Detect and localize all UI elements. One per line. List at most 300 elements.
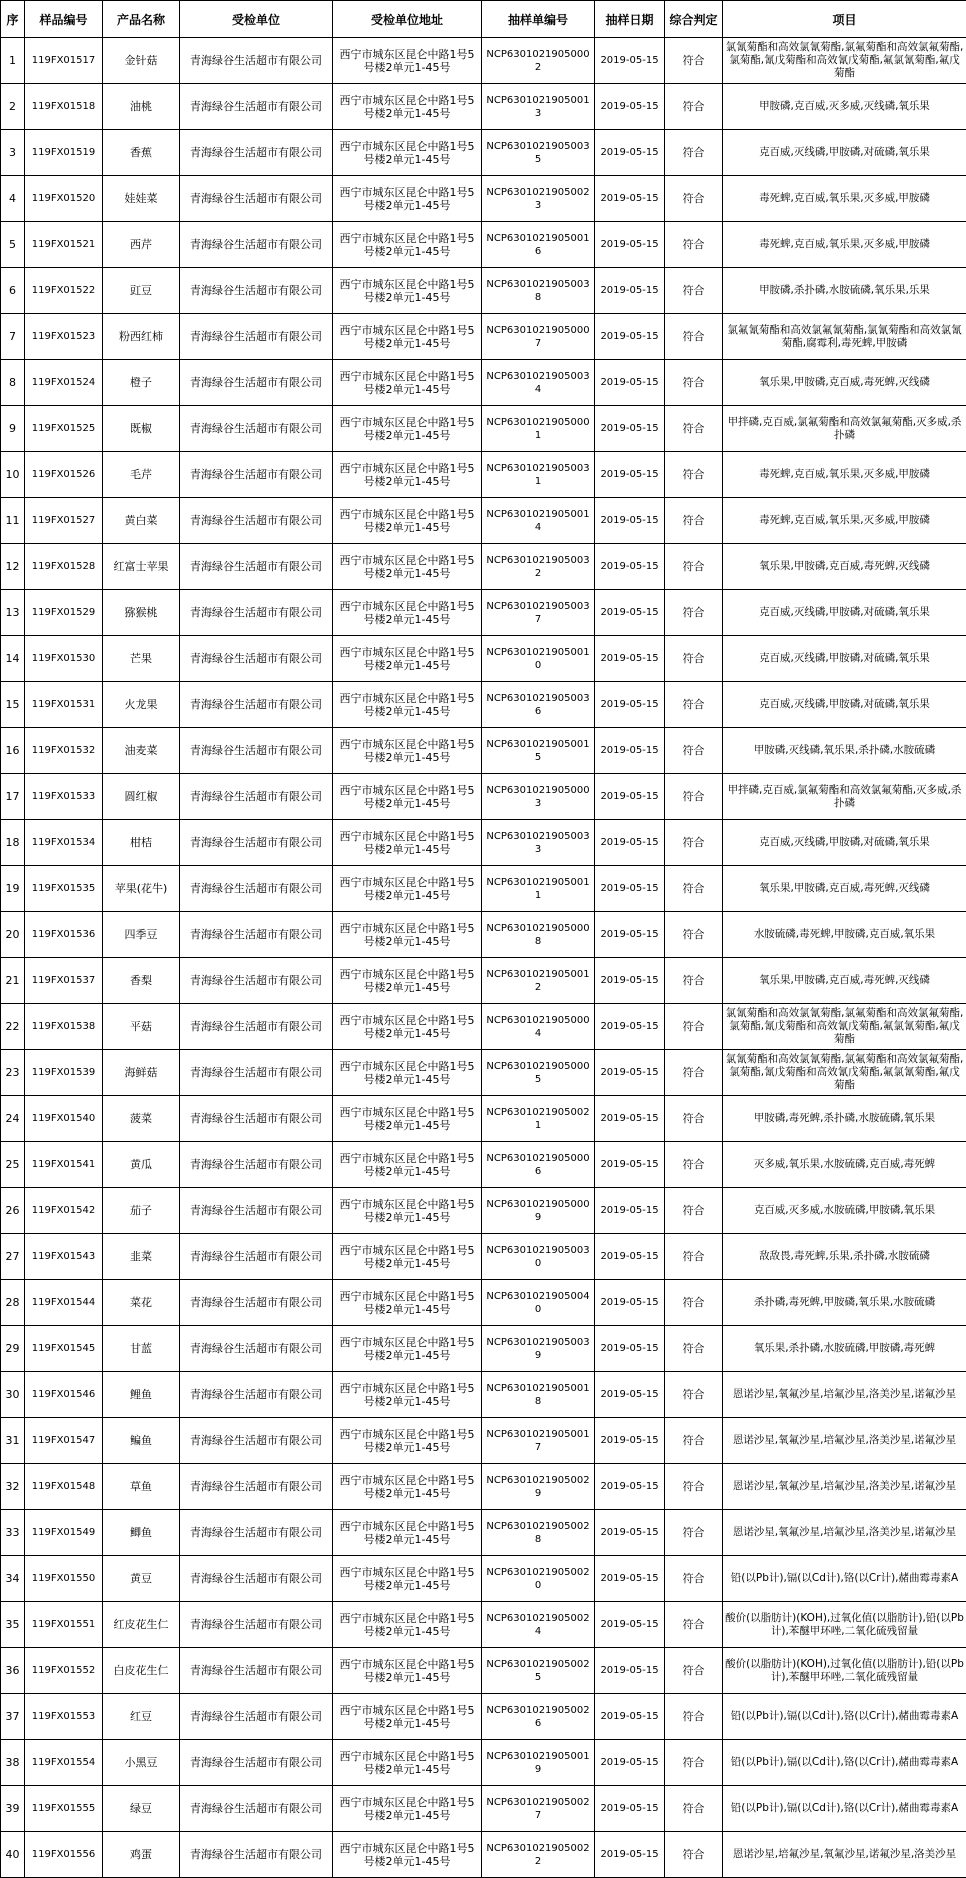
cell-items: 酸价(以脂肪计)(KOH),过氧化值(以脂肪计),铅(以Pb计),苯醚甲环唑,二氧化硫残留量 bbox=[723, 1648, 966, 1694]
cell-verdict: 符合 bbox=[665, 1648, 723, 1694]
header-no: 序 bbox=[1, 1, 25, 38]
cell-address: 西宁市城东区昆仑中路1号5号楼2单元1-45号 bbox=[333, 84, 482, 130]
cell-verdict: 符合 bbox=[665, 820, 723, 866]
cell-sampling-id: NCP63010219050017 bbox=[482, 1418, 595, 1464]
cell-date: 2019-05-15 bbox=[595, 1188, 665, 1234]
cell-verdict: 符合 bbox=[665, 498, 723, 544]
table-row bbox=[1, 1740, 966, 1786]
cell-sample-id: 119FX01525 bbox=[25, 406, 103, 452]
cell-sampling-id: NCP63010219050024 bbox=[482, 1602, 595, 1648]
cell-sampling-id: NCP63010219050003 bbox=[482, 774, 595, 820]
cell-sample-id: 119FX01537 bbox=[25, 958, 103, 1004]
cell-items: 氯氰菊酯和高效氯氰菊酯,氯氟菊酯和高效氯氟菊酯,氯菊酯,氰戊菊酯和高效氰戊菊酯,氟氯氰菊酯,氟戊菊酯 bbox=[723, 1050, 966, 1096]
cell-unit: 青海绿谷生活超市有限公司 bbox=[180, 176, 333, 222]
cell-sampling-id: NCP63010219050036 bbox=[482, 682, 595, 728]
cell-items: 铅(以Pb计),镉(以Cd计),铬(以Cr计),赭曲霉毒素A bbox=[723, 1740, 966, 1786]
cell-unit: 青海绿谷生活超市有限公司 bbox=[180, 1694, 333, 1740]
cell-date: 2019-05-15 bbox=[595, 820, 665, 866]
cell-address: 西宁市城东区昆仑中路1号5号楼2单元1-45号 bbox=[333, 498, 482, 544]
cell-address: 西宁市城东区昆仑中路1号5号楼2单元1-45号 bbox=[333, 1602, 482, 1648]
cell-no: 34 bbox=[1, 1556, 25, 1602]
cell-address: 西宁市城东区昆仑中路1号5号楼2单元1-45号 bbox=[333, 360, 482, 406]
cell-date: 2019-05-15 bbox=[595, 84, 665, 130]
cell-items: 恩诺沙星,氧氟沙星,培氟沙星,洛美沙星,诺氟沙星 bbox=[723, 1418, 966, 1464]
cell-address: 西宁市城东区昆仑中路1号5号楼2单元1-45号 bbox=[333, 406, 482, 452]
cell-items: 克百威,灭线磷,甲胺磷,对硫磷,氧乐果 bbox=[723, 590, 966, 636]
cell-items: 氧乐果,甲胺磷,克百威,毒死蜱,灭线磷 bbox=[723, 544, 966, 590]
cell-date: 2019-05-15 bbox=[595, 1234, 665, 1280]
cell-sample-id: 119FX01539 bbox=[25, 1050, 103, 1096]
cell-no: 3 bbox=[1, 130, 25, 176]
cell-items: 甲胺磷,杀扑磷,水胺硫磷,氧乐果,乐果 bbox=[723, 268, 966, 314]
cell-unit: 青海绿谷生活超市有限公司 bbox=[180, 1602, 333, 1648]
header-verdict: 综合判定 bbox=[665, 1, 723, 38]
cell-unit: 青海绿谷生活超市有限公司 bbox=[180, 452, 333, 498]
table-row bbox=[1, 544, 966, 590]
cell-verdict: 符合 bbox=[665, 1050, 723, 1096]
cell-sampling-id: NCP63010219050020 bbox=[482, 1556, 595, 1602]
cell-unit: 青海绿谷生活超市有限公司 bbox=[180, 1832, 333, 1878]
cell-sample-id: 119FX01535 bbox=[25, 866, 103, 912]
cell-date: 2019-05-15 bbox=[595, 1832, 665, 1878]
table-row bbox=[1, 1004, 966, 1050]
cell-verdict: 符合 bbox=[665, 84, 723, 130]
cell-product: 豇豆 bbox=[103, 268, 180, 314]
cell-verdict: 符合 bbox=[665, 1188, 723, 1234]
cell-date: 2019-05-15 bbox=[595, 406, 665, 452]
cell-unit: 青海绿谷生活超市有限公司 bbox=[180, 406, 333, 452]
table-row bbox=[1, 1602, 966, 1648]
cell-address: 西宁市城东区昆仑中路1号5号楼2单元1-45号 bbox=[333, 1050, 482, 1096]
cell-items: 克百威,灭线磷,甲胺磷,对硫磷,氧乐果 bbox=[723, 636, 966, 682]
cell-sampling-id: NCP63010219050015 bbox=[482, 728, 595, 774]
cell-sample-id: 119FX01533 bbox=[25, 774, 103, 820]
cell-unit: 青海绿谷生活超市有限公司 bbox=[180, 1142, 333, 1188]
cell-verdict: 符合 bbox=[665, 38, 723, 84]
cell-sampling-id: NCP63010219050012 bbox=[482, 958, 595, 1004]
cell-verdict: 符合 bbox=[665, 1740, 723, 1786]
cell-sample-id: 119FX01543 bbox=[25, 1234, 103, 1280]
cell-address: 西宁市城东区昆仑中路1号5号楼2单元1-45号 bbox=[333, 1188, 482, 1234]
cell-product: 粉西红柿 bbox=[103, 314, 180, 360]
table-row bbox=[1, 268, 966, 314]
cell-sampling-id: NCP63010219050038 bbox=[482, 268, 595, 314]
cell-date: 2019-05-15 bbox=[595, 1326, 665, 1372]
cell-no: 2 bbox=[1, 84, 25, 130]
cell-sample-id: 119FX01546 bbox=[25, 1372, 103, 1418]
cell-address: 西宁市城东区昆仑中路1号5号楼2单元1-45号 bbox=[333, 1832, 482, 1878]
cell-product: 苹果(花牛) bbox=[103, 866, 180, 912]
cell-items: 氧乐果,甲胺磷,克百威,毒死蜱,灭线磷 bbox=[723, 866, 966, 912]
table-row bbox=[1, 1142, 966, 1188]
cell-sample-id: 119FX01530 bbox=[25, 636, 103, 682]
cell-no: 38 bbox=[1, 1740, 25, 1786]
cell-sample-id: 119FX01540 bbox=[25, 1096, 103, 1142]
table-row bbox=[1, 1326, 966, 1372]
table-body bbox=[1, 38, 966, 1878]
cell-verdict: 符合 bbox=[665, 176, 723, 222]
cell-sampling-id: NCP63010219050021 bbox=[482, 1096, 595, 1142]
cell-address: 西宁市城东区昆仑中路1号5号楼2单元1-45号 bbox=[333, 268, 482, 314]
cell-date: 2019-05-15 bbox=[595, 544, 665, 590]
cell-product: 韭菜 bbox=[103, 1234, 180, 1280]
cell-unit: 青海绿谷生活超市有限公司 bbox=[180, 1556, 333, 1602]
cell-product: 橙子 bbox=[103, 360, 180, 406]
cell-product: 黄豆 bbox=[103, 1556, 180, 1602]
cell-no: 24 bbox=[1, 1096, 25, 1142]
cell-unit: 青海绿谷生活超市有限公司 bbox=[180, 38, 333, 84]
cell-items: 氧乐果,甲胺磷,克百威,毒死蜱,灭线磷 bbox=[723, 958, 966, 1004]
cell-no: 40 bbox=[1, 1832, 25, 1878]
cell-sample-id: 119FX01531 bbox=[25, 682, 103, 728]
cell-address: 西宁市城东区昆仑中路1号5号楼2单元1-45号 bbox=[333, 774, 482, 820]
table-row bbox=[1, 1464, 966, 1510]
cell-items: 铅(以Pb计),镉(以Cd计),铬(以Cr计),赭曲霉毒素A bbox=[723, 1786, 966, 1832]
cell-product: 鲤鱼 bbox=[103, 1372, 180, 1418]
cell-verdict: 符合 bbox=[665, 1280, 723, 1326]
cell-address: 西宁市城东区昆仑中路1号5号楼2单元1-45号 bbox=[333, 544, 482, 590]
cell-verdict: 符合 bbox=[665, 1372, 723, 1418]
cell-items: 铅(以Pb计),镉(以Cd计),铬(以Cr计),赭曲霉毒素A bbox=[723, 1694, 966, 1740]
table-row bbox=[1, 820, 966, 866]
cell-verdict: 符合 bbox=[665, 774, 723, 820]
cell-product: 鸡蛋 bbox=[103, 1832, 180, 1878]
cell-sample-id: 119FX01532 bbox=[25, 728, 103, 774]
cell-address: 西宁市城东区昆仑中路1号5号楼2单元1-45号 bbox=[333, 728, 482, 774]
cell-product: 西芹 bbox=[103, 222, 180, 268]
cell-product: 甘蓝 bbox=[103, 1326, 180, 1372]
cell-no: 19 bbox=[1, 866, 25, 912]
cell-product: 黄瓜 bbox=[103, 1142, 180, 1188]
cell-items: 水胺硫磷,毒死蜱,甲胺磷,克百威,氧乐果 bbox=[723, 912, 966, 958]
cell-verdict: 符合 bbox=[665, 406, 723, 452]
header-row bbox=[1, 1, 966, 38]
header-address: 受检单位地址 bbox=[333, 1, 482, 38]
cell-sample-id: 119FX01523 bbox=[25, 314, 103, 360]
cell-unit: 青海绿谷生活超市有限公司 bbox=[180, 1372, 333, 1418]
cell-product: 白皮花生仁 bbox=[103, 1648, 180, 1694]
cell-address: 西宁市城东区昆仑中路1号5号楼2单元1-45号 bbox=[333, 1510, 482, 1556]
cell-items: 杀扑磷,毒死蜱,甲胺磷,氧乐果,水胺硫磷 bbox=[723, 1280, 966, 1326]
cell-sampling-id: NCP63010219050034 bbox=[482, 360, 595, 406]
cell-date: 2019-05-15 bbox=[595, 498, 665, 544]
table-row bbox=[1, 360, 966, 406]
table-row bbox=[1, 1188, 966, 1234]
cell-no: 4 bbox=[1, 176, 25, 222]
cell-product: 柑桔 bbox=[103, 820, 180, 866]
cell-date: 2019-05-15 bbox=[595, 1096, 665, 1142]
cell-verdict: 符合 bbox=[665, 1556, 723, 1602]
cell-no: 11 bbox=[1, 498, 25, 544]
cell-verdict: 符合 bbox=[665, 1694, 723, 1740]
cell-unit: 青海绿谷生活超市有限公司 bbox=[180, 1188, 333, 1234]
cell-date: 2019-05-15 bbox=[595, 130, 665, 176]
cell-sample-id: 119FX01528 bbox=[25, 544, 103, 590]
cell-unit: 青海绿谷生活超市有限公司 bbox=[180, 544, 333, 590]
cell-unit: 青海绿谷生活超市有限公司 bbox=[180, 268, 333, 314]
cell-unit: 青海绿谷生活超市有限公司 bbox=[180, 1418, 333, 1464]
cell-verdict: 符合 bbox=[665, 866, 723, 912]
cell-address: 西宁市城东区昆仑中路1号5号楼2单元1-45号 bbox=[333, 1096, 482, 1142]
cell-no: 33 bbox=[1, 1510, 25, 1556]
cell-sampling-id: NCP63010219050022 bbox=[482, 1832, 595, 1878]
cell-date: 2019-05-15 bbox=[595, 682, 665, 728]
cell-product: 菠菜 bbox=[103, 1096, 180, 1142]
cell-product: 黄白菜 bbox=[103, 498, 180, 544]
cell-sample-id: 119FX01545 bbox=[25, 1326, 103, 1372]
table-row bbox=[1, 314, 966, 360]
table-row bbox=[1, 636, 966, 682]
cell-items: 酸价(以脂肪计)(KOH),过氧化值(以脂肪计),铅(以Pb计),苯醚甲环唑,二氧化硫残留量 bbox=[723, 1602, 966, 1648]
cell-verdict: 符合 bbox=[665, 1234, 723, 1280]
cell-items: 氧乐果,杀扑磷,水胺硫磷,甲胺磷,毒死蜱 bbox=[723, 1326, 966, 1372]
cell-items: 克百威,灭线磷,甲胺磷,对硫磷,氧乐果 bbox=[723, 682, 966, 728]
table-row bbox=[1, 84, 966, 130]
cell-unit: 青海绿谷生活超市有限公司 bbox=[180, 1510, 333, 1556]
cell-unit: 青海绿谷生活超市有限公司 bbox=[180, 1234, 333, 1280]
cell-verdict: 符合 bbox=[665, 682, 723, 728]
cell-date: 2019-05-15 bbox=[595, 1464, 665, 1510]
cell-items: 敌敌畏,毒死蜱,乐果,杀扑磷,水胺硫磷 bbox=[723, 1234, 966, 1280]
cell-no: 14 bbox=[1, 636, 25, 682]
cell-verdict: 符合 bbox=[665, 222, 723, 268]
cell-verdict: 符合 bbox=[665, 636, 723, 682]
table-row bbox=[1, 1832, 966, 1878]
cell-date: 2019-05-15 bbox=[595, 636, 665, 682]
cell-sample-id: 119FX01544 bbox=[25, 1280, 103, 1326]
cell-date: 2019-05-15 bbox=[595, 1280, 665, 1326]
cell-product: 红皮花生仁 bbox=[103, 1602, 180, 1648]
cell-sample-id: 119FX01518 bbox=[25, 84, 103, 130]
cell-sample-id: 119FX01552 bbox=[25, 1648, 103, 1694]
cell-items: 恩诺沙星,培氟沙星,氧氟沙星,诺氟沙星,洛美沙星 bbox=[723, 1832, 966, 1878]
cell-sample-id: 119FX01547 bbox=[25, 1418, 103, 1464]
cell-no: 37 bbox=[1, 1694, 25, 1740]
cell-address: 西宁市城东区昆仑中路1号5号楼2单元1-45号 bbox=[333, 314, 482, 360]
cell-sampling-id: NCP63010219050040 bbox=[482, 1280, 595, 1326]
cell-product: 草鱼 bbox=[103, 1464, 180, 1510]
cell-items: 恩诺沙星,氧氟沙星,培氟沙星,洛美沙星,诺氟沙星 bbox=[723, 1464, 966, 1510]
cell-verdict: 符合 bbox=[665, 1142, 723, 1188]
cell-no: 6 bbox=[1, 268, 25, 314]
table-row bbox=[1, 1648, 966, 1694]
header-items: 项目 bbox=[723, 1, 966, 38]
table-row bbox=[1, 1556, 966, 1602]
table-row bbox=[1, 1234, 966, 1280]
cell-items: 氧乐果,甲胺磷,克百威,毒死蜱,灭线磷 bbox=[723, 360, 966, 406]
cell-address: 西宁市城东区昆仑中路1号5号楼2单元1-45号 bbox=[333, 1326, 482, 1372]
cell-product: 香梨 bbox=[103, 958, 180, 1004]
cell-sampling-id: NCP63010219050025 bbox=[482, 1648, 595, 1694]
cell-date: 2019-05-15 bbox=[595, 1004, 665, 1050]
cell-product: 菜花 bbox=[103, 1280, 180, 1326]
cell-no: 25 bbox=[1, 1142, 25, 1188]
table-row bbox=[1, 38, 966, 84]
cell-unit: 青海绿谷生活超市有限公司 bbox=[180, 1096, 333, 1142]
cell-date: 2019-05-15 bbox=[595, 1418, 665, 1464]
cell-sampling-id: NCP63010219050016 bbox=[482, 222, 595, 268]
table-row bbox=[1, 866, 966, 912]
cell-unit: 青海绿谷生活超市有限公司 bbox=[180, 636, 333, 682]
cell-verdict: 符合 bbox=[665, 268, 723, 314]
cell-sample-id: 119FX01538 bbox=[25, 1004, 103, 1050]
cell-date: 2019-05-15 bbox=[595, 866, 665, 912]
cell-address: 西宁市城东区昆仑中路1号5号楼2单元1-45号 bbox=[333, 1372, 482, 1418]
cell-product: 既椒 bbox=[103, 406, 180, 452]
cell-items: 毒死蜱,克百威,氧乐果,灭多威,甲胺磷 bbox=[723, 176, 966, 222]
cell-unit: 青海绿谷生活超市有限公司 bbox=[180, 222, 333, 268]
cell-verdict: 符合 bbox=[665, 1832, 723, 1878]
table-row bbox=[1, 452, 966, 498]
cell-sampling-id: NCP63010219050031 bbox=[482, 452, 595, 498]
cell-verdict: 符合 bbox=[665, 1464, 723, 1510]
cell-address: 西宁市城东区昆仑中路1号5号楼2单元1-45号 bbox=[333, 1004, 482, 1050]
cell-unit: 青海绿谷生活超市有限公司 bbox=[180, 360, 333, 406]
cell-date: 2019-05-15 bbox=[595, 1372, 665, 1418]
cell-sampling-id: NCP63010219050008 bbox=[482, 912, 595, 958]
cell-sample-id: 119FX01555 bbox=[25, 1786, 103, 1832]
header-product: 产品名称 bbox=[103, 1, 180, 38]
cell-items: 氯氟氰菊酯和高效氯氟氰菊酯,氯氰菊酯和高效氯氰菊酯,腐霉利,毒死蜱,甲胺磷 bbox=[723, 314, 966, 360]
cell-address: 西宁市城东区昆仑中路1号5号楼2单元1-45号 bbox=[333, 1694, 482, 1740]
cell-product: 红富士苹果 bbox=[103, 544, 180, 590]
cell-verdict: 符合 bbox=[665, 1418, 723, 1464]
cell-no: 30 bbox=[1, 1372, 25, 1418]
cell-verdict: 符合 bbox=[665, 544, 723, 590]
cell-address: 西宁市城东区昆仑中路1号5号楼2单元1-45号 bbox=[333, 1234, 482, 1280]
table-row bbox=[1, 1418, 966, 1464]
cell-sampling-id: NCP63010219050005 bbox=[482, 1050, 595, 1096]
table-row bbox=[1, 222, 966, 268]
cell-product: 娃娃菜 bbox=[103, 176, 180, 222]
cell-sample-id: 119FX01527 bbox=[25, 498, 103, 544]
cell-no: 17 bbox=[1, 774, 25, 820]
cell-unit: 青海绿谷生活超市有限公司 bbox=[180, 590, 333, 636]
cell-items: 灭多威,氧乐果,水胺硫磷,克百威,毒死蜱 bbox=[723, 1142, 966, 1188]
cell-unit: 青海绿谷生活超市有限公司 bbox=[180, 1648, 333, 1694]
cell-date: 2019-05-15 bbox=[595, 774, 665, 820]
cell-unit: 青海绿谷生活超市有限公司 bbox=[180, 1050, 333, 1096]
cell-address: 西宁市城东区昆仑中路1号5号楼2单元1-45号 bbox=[333, 176, 482, 222]
cell-sampling-id: NCP63010219050009 bbox=[482, 1188, 595, 1234]
cell-date: 2019-05-15 bbox=[595, 38, 665, 84]
table-row bbox=[1, 774, 966, 820]
cell-verdict: 符合 bbox=[665, 590, 723, 636]
cell-sample-id: 119FX01548 bbox=[25, 1464, 103, 1510]
cell-address: 西宁市城东区昆仑中路1号5号楼2单元1-45号 bbox=[333, 1648, 482, 1694]
cell-sample-id: 119FX01526 bbox=[25, 452, 103, 498]
cell-items: 氯氰菊酯和高效氯氰菊酯,氯氟菊酯和高效氯氟菊酯,氯菊酯,氰戊菊酯和高效氰戊菊酯,氟氯氰菊酯,氟戊菊酯 bbox=[723, 38, 966, 84]
table-row bbox=[1, 406, 966, 452]
cell-verdict: 符合 bbox=[665, 1096, 723, 1142]
cell-unit: 青海绿谷生活超市有限公司 bbox=[180, 84, 333, 130]
table-row bbox=[1, 498, 966, 544]
cell-unit: 青海绿谷生活超市有限公司 bbox=[180, 1786, 333, 1832]
cell-product: 红豆 bbox=[103, 1694, 180, 1740]
cell-product: 油桃 bbox=[103, 84, 180, 130]
table-row bbox=[1, 1096, 966, 1142]
cell-no: 16 bbox=[1, 728, 25, 774]
cell-unit: 青海绿谷生活超市有限公司 bbox=[180, 912, 333, 958]
cell-verdict: 符合 bbox=[665, 130, 723, 176]
cell-unit: 青海绿谷生活超市有限公司 bbox=[180, 774, 333, 820]
cell-no: 1 bbox=[1, 38, 25, 84]
table-row bbox=[1, 1786, 966, 1832]
cell-date: 2019-05-15 bbox=[595, 1556, 665, 1602]
cell-sampling-id: NCP63010219050010 bbox=[482, 636, 595, 682]
cell-items: 甲胺磷,灭线磷,氧乐果,杀扑磷,水胺硫磷 bbox=[723, 728, 966, 774]
cell-sampling-id: NCP63010219050023 bbox=[482, 176, 595, 222]
header-sampling-id: 抽样单编号 bbox=[482, 1, 595, 38]
cell-address: 西宁市城东区昆仑中路1号5号楼2单元1-45号 bbox=[333, 590, 482, 636]
cell-sampling-id: NCP63010219050006 bbox=[482, 1142, 595, 1188]
cell-address: 西宁市城东区昆仑中路1号5号楼2单元1-45号 bbox=[333, 130, 482, 176]
cell-sampling-id: NCP63010219050033 bbox=[482, 820, 595, 866]
cell-no: 32 bbox=[1, 1464, 25, 1510]
cell-no: 12 bbox=[1, 544, 25, 590]
table-row bbox=[1, 176, 966, 222]
header-date: 抽样日期 bbox=[595, 1, 665, 38]
table-row bbox=[1, 958, 966, 1004]
cell-date: 2019-05-15 bbox=[595, 1602, 665, 1648]
cell-address: 西宁市城东区昆仑中路1号5号楼2单元1-45号 bbox=[333, 1418, 482, 1464]
table-row bbox=[1, 1280, 966, 1326]
cell-date: 2019-05-15 bbox=[595, 314, 665, 360]
cell-sampling-id: NCP63010219050027 bbox=[482, 1786, 595, 1832]
cell-no: 15 bbox=[1, 682, 25, 728]
table-row bbox=[1, 728, 966, 774]
cell-address: 西宁市城东区昆仑中路1号5号楼2单元1-45号 bbox=[333, 682, 482, 728]
cell-items: 克百威,灭多威,水胺硫磷,甲胺磷,氧乐果 bbox=[723, 1188, 966, 1234]
cell-items: 克百威,灭线磷,甲胺磷,对硫磷,氧乐果 bbox=[723, 130, 966, 176]
cell-sampling-id: NCP63010219050039 bbox=[482, 1326, 595, 1372]
cell-date: 2019-05-15 bbox=[595, 1786, 665, 1832]
cell-sampling-id: NCP63010219050018 bbox=[482, 1372, 595, 1418]
cell-items: 克百威,灭线磷,甲胺磷,对硫磷,氧乐果 bbox=[723, 820, 966, 866]
cell-verdict: 符合 bbox=[665, 728, 723, 774]
table-row bbox=[1, 1372, 966, 1418]
cell-date: 2019-05-15 bbox=[595, 958, 665, 1004]
cell-address: 西宁市城东区昆仑中路1号5号楼2单元1-45号 bbox=[333, 452, 482, 498]
cell-product: 绿豆 bbox=[103, 1786, 180, 1832]
cell-sample-id: 119FX01521 bbox=[25, 222, 103, 268]
cell-sampling-id: NCP63010219050007 bbox=[482, 314, 595, 360]
cell-sample-id: 119FX01519 bbox=[25, 130, 103, 176]
cell-items: 恩诺沙星,氧氟沙星,培氟沙星,洛美沙星,诺氟沙星 bbox=[723, 1372, 966, 1418]
cell-date: 2019-05-15 bbox=[595, 222, 665, 268]
cell-address: 西宁市城东区昆仑中路1号5号楼2单元1-45号 bbox=[333, 222, 482, 268]
cell-address: 西宁市城东区昆仑中路1号5号楼2单元1-45号 bbox=[333, 1280, 482, 1326]
cell-no: 39 bbox=[1, 1786, 25, 1832]
cell-items: 氯氰菊酯和高效氯氰菊酯,氯氟菊酯和高效氯氟菊酯,氯菊酯,氰戊菊酯和高效氰戊菊酯,氟氯氰菊酯,氟戊菊酯 bbox=[723, 1004, 966, 1050]
cell-no: 28 bbox=[1, 1280, 25, 1326]
table-row bbox=[1, 1694, 966, 1740]
cell-product: 火龙果 bbox=[103, 682, 180, 728]
cell-sample-id: 119FX01550 bbox=[25, 1556, 103, 1602]
cell-sampling-id: NCP63010219050037 bbox=[482, 590, 595, 636]
cell-address: 西宁市城东区昆仑中路1号5号楼2单元1-45号 bbox=[333, 912, 482, 958]
cell-unit: 青海绿谷生活超市有限公司 bbox=[180, 1004, 333, 1050]
cell-items: 甲胺磷,毒死蜱,杀扑磷,水胺硫磷,氧乐果 bbox=[723, 1096, 966, 1142]
cell-verdict: 符合 bbox=[665, 1602, 723, 1648]
header-sample-id: 样品编号 bbox=[25, 1, 103, 38]
cell-unit: 青海绿谷生活超市有限公司 bbox=[180, 1464, 333, 1510]
header-unit: 受检单位 bbox=[180, 1, 333, 38]
cell-sample-id: 119FX01529 bbox=[25, 590, 103, 636]
cell-unit: 青海绿谷生活超市有限公司 bbox=[180, 958, 333, 1004]
cell-items: 甲拌磷,克百威,氯氟菊酯和高效氯氟菊酯,灭多威,杀扑磷 bbox=[723, 774, 966, 820]
cell-sampling-id: NCP63010219050026 bbox=[482, 1694, 595, 1740]
